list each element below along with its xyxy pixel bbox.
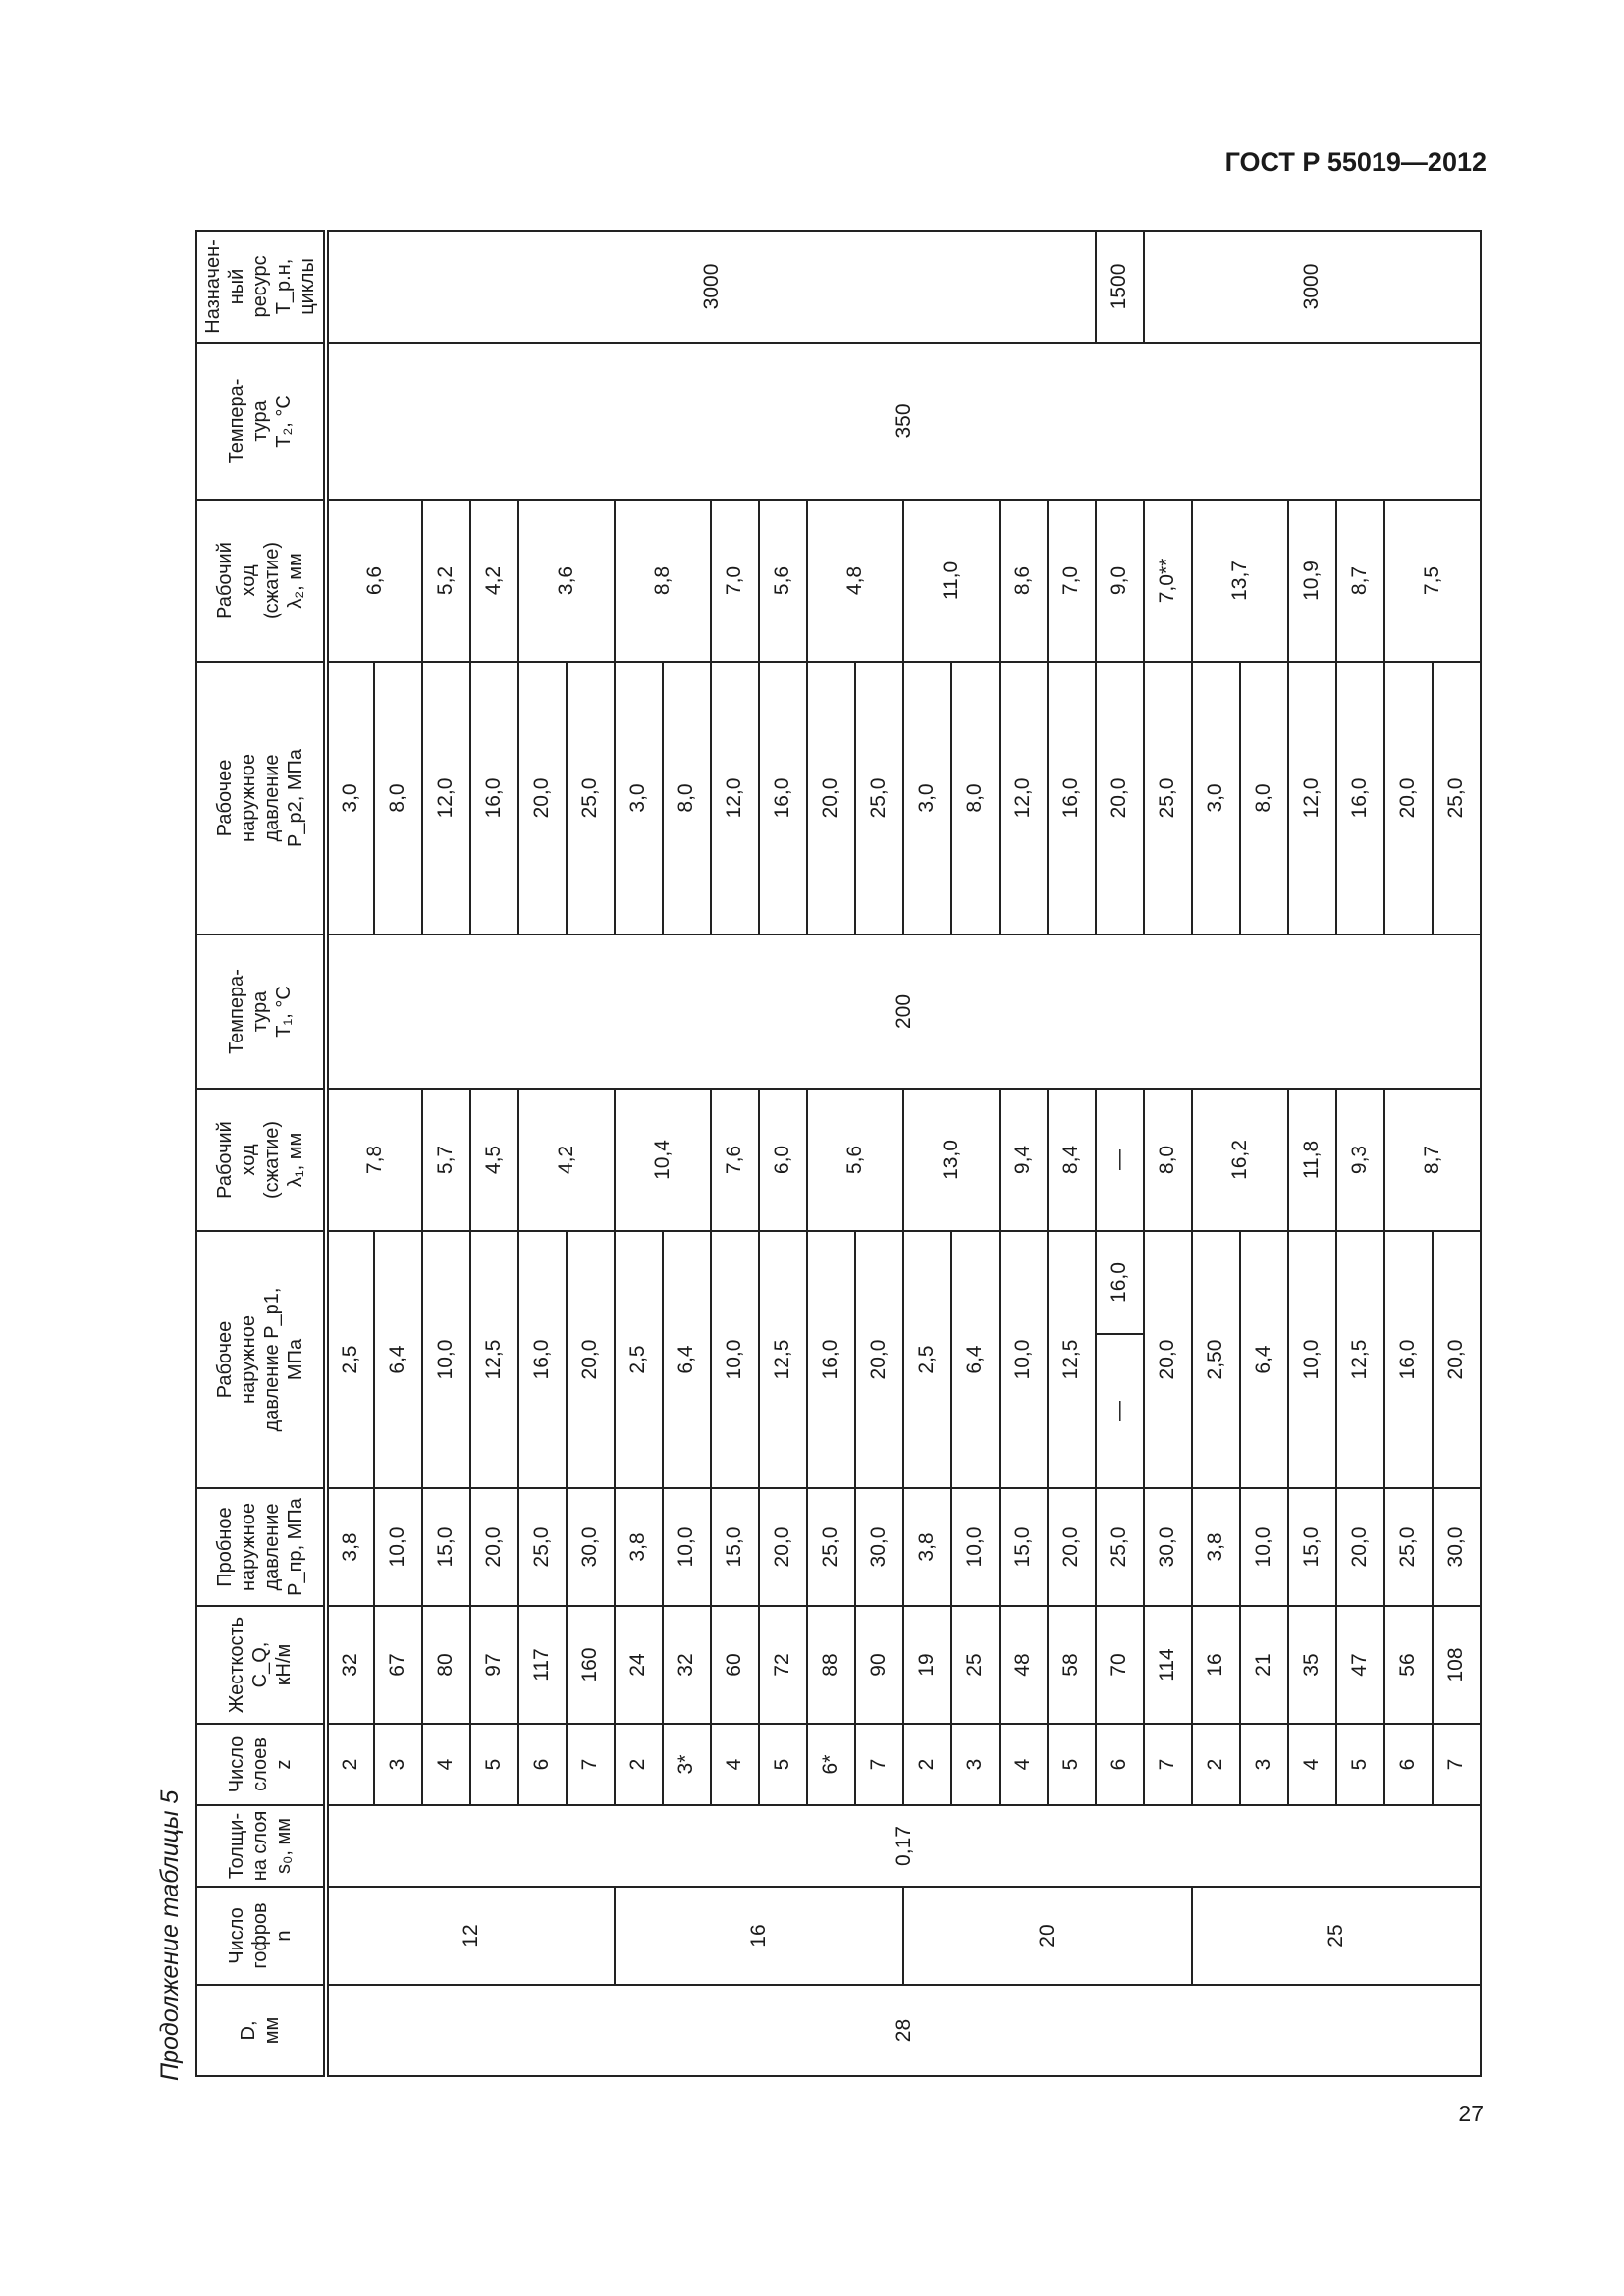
header-stroke-1-line: (сжатие): [261, 1120, 283, 1200]
stroke-1-cell: 4,5: [470, 1089, 518, 1231]
stroke-2-cell: 4,2: [470, 500, 518, 662]
test-pressure-cell: 10,0: [951, 1488, 1000, 1606]
test-pressure-cell: 30,0: [855, 1488, 903, 1606]
stroke-1-cell: 8,4: [1048, 1089, 1096, 1231]
layers-cell: 3: [1240, 1724, 1288, 1805]
table-caption: Продолжение таблицы 5: [156, 1789, 184, 2081]
header-temperature-2: [196, 343, 326, 500]
diameter-cell: 28: [326, 1985, 1481, 2076]
layers-cell: 4: [711, 1724, 759, 1805]
header-working-pressure-1-line: Рабочее: [214, 1320, 236, 1399]
header-stroke-2-line: ход: [238, 564, 259, 597]
stiffness-cell: 88: [807, 1606, 855, 1724]
stroke-2-cell: 7,0: [1048, 500, 1096, 662]
stiffness-cell: 25: [951, 1606, 1000, 1724]
stroke-1-cell: 16,2: [1192, 1089, 1288, 1231]
resource-cell: 3000: [326, 231, 1096, 343]
header-stroke-1-line: Рабочий: [214, 1121, 236, 1199]
stiffness-cell: 80: [422, 1606, 470, 1724]
working-pressure-2-cell: 25,0: [855, 662, 903, 934]
working-pressure-1-cell: 12,5: [470, 1231, 518, 1488]
test-pressure-cell: 20,0: [470, 1488, 518, 1606]
layers-cell: 3: [951, 1724, 1000, 1805]
working-pressure-1-cell: 16,0: [518, 1231, 567, 1488]
stiffness-cell: 19: [903, 1606, 951, 1724]
header-resource: [196, 231, 326, 343]
stroke-1-cell: 5,7: [422, 1089, 470, 1231]
test-pressure-cell: 25,0: [1384, 1488, 1433, 1606]
working-pressure-1-cell: 6,4: [663, 1231, 711, 1488]
layers-cell: 2: [903, 1724, 951, 1805]
layers-cell: 4: [422, 1724, 470, 1805]
header-layers-line: Число: [226, 1735, 247, 1793]
stroke-2-cell: 11,0: [903, 500, 1000, 662]
header-temperature-2-line: T₂, °С: [273, 395, 295, 448]
working-pressure-1-cell: 10,0: [711, 1231, 759, 1488]
header-resource-line: циклы: [297, 258, 318, 315]
working-pressure-1-cell: 16,0: [1384, 1231, 1433, 1488]
working-pressure-1-cell: 10,0: [422, 1231, 470, 1488]
stiffness-cell: 160: [567, 1606, 615, 1724]
header-working-pressure-1-line: наружное: [238, 1315, 259, 1404]
corrugations-cell: 25: [1192, 1887, 1481, 1985]
stroke-2-cell: 8,8: [615, 500, 711, 662]
header-stroke-1-line: ход: [238, 1144, 259, 1176]
stiffness-cell: 90: [855, 1606, 903, 1724]
working-pressure-1-cell: 10,0: [1000, 1231, 1048, 1488]
stiffness-cell: 72: [759, 1606, 807, 1724]
stiffness-cell: 32: [326, 1606, 374, 1724]
header-test-pressure-line: давление: [261, 1503, 283, 1591]
stroke-2-cell: 10,9: [1288, 500, 1336, 662]
layers-cell: 5: [470, 1724, 518, 1805]
stiffness-cell: 56: [1384, 1606, 1433, 1724]
stroke-1-cell: 8,7: [1384, 1089, 1481, 1231]
header-working-pressure-1: [196, 1231, 326, 1488]
working-pressure-1-cell: 12,5: [1048, 1231, 1096, 1488]
working-pressure-1-cell: 2,5: [903, 1231, 951, 1488]
stroke-2-cell: 7,5: [1384, 500, 1481, 662]
layers-cell: 6: [1384, 1724, 1433, 1805]
table-body: [196, 231, 1481, 2076]
table-row: [518, 231, 567, 2076]
header-working-pressure-1-line: давление P_р1,: [261, 1287, 283, 1432]
header-working-pressure-2-line: P_р2, МПа: [285, 748, 306, 847]
temperature-1-cell: 200: [326, 934, 1481, 1089]
stroke-2-cell: 4,8: [807, 500, 903, 662]
page-number: 27: [1458, 2101, 1484, 2126]
header-working-pressure-2: [196, 662, 326, 934]
working-pressure-2-cell: 12,0: [1000, 662, 1048, 934]
working-pressure-1-cell: 2,5: [326, 1231, 374, 1488]
header-corrugations-line: n: [273, 1930, 295, 1942]
working-pressure-2-cell: 12,0: [422, 662, 470, 934]
table-row: [326, 231, 374, 2076]
test-pressure-cell: 3,8: [326, 1488, 374, 1606]
working-pressure-2-cell: 3,0: [326, 662, 374, 934]
working-pressure-2-cell: 8,0: [663, 662, 711, 934]
table-row: [1288, 231, 1336, 2076]
layers-cell: 6: [1096, 1724, 1144, 1805]
working-pressure-1-cell: 6,4: [374, 1231, 422, 1488]
table-row: [422, 231, 470, 2076]
working-pressure-1-cell: 20,0: [1144, 1231, 1192, 1488]
working-pressure-2-cell: 20,0: [1384, 662, 1433, 934]
table-row: [711, 231, 759, 2076]
header-layer-thickness-line: на слоя: [249, 1810, 271, 1882]
header-stroke-1: [196, 1089, 326, 1231]
working-pressure-1-cell: 6,4: [951, 1231, 1000, 1488]
test-pressure-cell: 10,0: [374, 1488, 422, 1606]
stroke-2-cell: 7,0: [711, 500, 759, 662]
table-row: [1384, 231, 1433, 2076]
header-diameter-line: D,: [238, 2020, 259, 2041]
working-pressure-1-cell: 2,5: [615, 1231, 663, 1488]
stroke-1-cell: 8,0: [1144, 1089, 1192, 1231]
stiffness-cell: 21: [1240, 1606, 1288, 1724]
header-diameter-line: мм: [261, 2016, 283, 2045]
header-stiffness: [196, 1606, 326, 1724]
working-pressure-2-cell: 16,0: [470, 662, 518, 934]
header-working-pressure-2-line: Рабочее: [214, 759, 236, 837]
header-corrugations-line: гофров: [249, 1902, 271, 1969]
working-pressure-2-cell: 12,0: [711, 662, 759, 934]
stroke-1-cell: 4,2: [518, 1089, 615, 1231]
stiffness-cell: 114: [1144, 1606, 1192, 1724]
test-pressure-cell: 3,8: [615, 1488, 663, 1606]
stroke-2-cell: 7,0**: [1144, 500, 1192, 662]
test-pressure-cell: 15,0: [711, 1488, 759, 1606]
working-pressure-2-cell: 3,0: [615, 662, 663, 934]
layers-cell: 5: [1336, 1724, 1384, 1805]
header-temperature-1: [196, 934, 326, 1089]
working-pressure-2-cell: 8,0: [951, 662, 1000, 934]
stroke-1-cell: —: [1096, 1089, 1144, 1231]
layers-cell: 7: [567, 1724, 615, 1805]
working-pressure-1-cell: 12,5: [1336, 1231, 1384, 1488]
header-working-pressure-2-line: наружное: [238, 754, 259, 842]
test-pressure-cell: 15,0: [422, 1488, 470, 1606]
stroke-1-cell: 5,6: [807, 1089, 903, 1231]
header-working-pressure-2-line: давление: [261, 754, 283, 842]
header-resource-line: T_р.н,: [273, 258, 295, 315]
working-pressure-2-cell: 8,0: [1240, 662, 1288, 934]
stroke-1-cell: 9,4: [1000, 1089, 1048, 1231]
document-standard-header: ГОСТ Р 55019—2012: [1224, 147, 1487, 177]
working-pressure-2-cell: 12,0: [1288, 662, 1336, 934]
stroke-2-cell: 6,6: [326, 500, 422, 662]
stiffness-cell: 58: [1048, 1606, 1096, 1724]
layers-cell: 2: [326, 1724, 374, 1805]
header-resource-line: ный ресурс: [226, 255, 271, 318]
stroke-1-cell: 11,8: [1288, 1089, 1336, 1231]
header-layers-line: слоев: [249, 1737, 271, 1791]
test-pressure-cell: 30,0: [567, 1488, 615, 1606]
stroke-2-cell: 13,7: [1192, 500, 1288, 662]
test-pressure-cell: 3,8: [903, 1488, 951, 1606]
test-pressure-cell: 25,0: [518, 1488, 567, 1606]
table-area: [195, 232, 1473, 2077]
working-pressure-2-cell: 20,0: [1096, 662, 1144, 934]
stroke-1-cell: 9,3: [1336, 1089, 1384, 1231]
header-test-pressure-line: наружное: [238, 1503, 259, 1591]
header-test-pressure-line: P_пр, МПа: [285, 1498, 306, 1596]
stiffness-cell: 60: [711, 1606, 759, 1724]
table-row: [903, 231, 951, 2076]
header-corrugations-line: Число: [226, 1907, 247, 1964]
working-pressure-2-cell: 20,0: [518, 662, 567, 934]
working-pressure-1-cell: 10,0: [1288, 1231, 1336, 1488]
working-pressure-2-cell: 25,0: [567, 662, 615, 934]
resource-cell: 3000: [1144, 231, 1481, 343]
working-pressure-2-cell: 8,0: [374, 662, 422, 934]
header-resource-line: Назначен-: [202, 240, 224, 334]
layers-cell: 4: [1288, 1724, 1336, 1805]
test-pressure-cell: 20,0: [1048, 1488, 1096, 1606]
layers-cell: 5: [1048, 1724, 1096, 1805]
layers-cell: 3: [374, 1724, 422, 1805]
header-stiffness-line: Жесткость: [226, 1616, 247, 1714]
stroke-1-cell: 6,0: [759, 1089, 807, 1231]
working-pressure-2-cell: 16,0: [1048, 662, 1096, 934]
header-stroke-2-line: Рабочий: [214, 542, 236, 619]
working-pressure-1-cell: 20,0: [855, 1231, 903, 1488]
layers-cell: 7: [1144, 1724, 1192, 1805]
working-pressure-2-cell: 25,0: [1433, 662, 1481, 934]
test-pressure-cell: 30,0: [1433, 1488, 1481, 1606]
specification-table: [195, 230, 1482, 2077]
header-stiffness-line: кН/м: [273, 1643, 295, 1686]
stiffness-cell: 47: [1336, 1606, 1384, 1724]
stiffness-cell: 70: [1096, 1606, 1144, 1724]
stiffness-cell: 117: [518, 1606, 567, 1724]
header-temperature-1-line: тура: [249, 990, 271, 1033]
stiffness-cell: 108: [1433, 1606, 1481, 1724]
stiffness-cell: 97: [470, 1606, 518, 1724]
working-pressure-2-cell: 3,0: [903, 662, 951, 934]
stroke-2-cell: 5,2: [422, 500, 470, 662]
corrugations-cell: 20: [903, 1887, 1192, 1985]
temperature-2-cell: 350: [326, 343, 1481, 500]
table-row: [1336, 231, 1384, 2076]
stroke-2-cell: 5,6: [759, 500, 807, 662]
test-pressure-cell: 15,0: [1288, 1488, 1336, 1606]
layers-cell: 6: [518, 1724, 567, 1805]
stiffness-cell: 35: [1288, 1606, 1336, 1724]
stroke-2-cell: 8,7: [1336, 500, 1384, 662]
stroke-2-cell: 3,6: [518, 500, 615, 662]
working-pressure-2-cell: 25,0: [1144, 662, 1192, 934]
working-pressure-1-cell: 6,4: [1240, 1231, 1288, 1488]
header-stroke-2-line: λ₂, мм: [285, 553, 306, 609]
layers-cell: 5: [759, 1724, 807, 1805]
stiffness-cell: 24: [615, 1606, 663, 1724]
stiffness-cell: 48: [1000, 1606, 1048, 1724]
stroke-1-cell: 13,0: [903, 1089, 1000, 1231]
layers-cell: 6*: [807, 1724, 855, 1805]
corrugations-cell: 16: [615, 1887, 903, 1985]
test-pressure-cell: 30,0: [1144, 1488, 1192, 1606]
working-pressure-1-cell: 16,0: [1096, 1231, 1144, 1334]
header-stiffness-line: C_Q,: [249, 1641, 271, 1688]
header-temperature-1-line: T₁, °С: [273, 986, 295, 1038]
test-pressure-cell: 10,0: [1240, 1488, 1288, 1606]
layers-cell: 2: [615, 1724, 663, 1805]
test-pressure-cell: 3,8: [1192, 1488, 1240, 1606]
header-corrugations: [196, 1887, 326, 1985]
working-pressure-1-cell: 2,50: [1192, 1231, 1240, 1488]
table-row: [1144, 231, 1192, 2076]
layers-cell: 7: [855, 1724, 903, 1805]
working-pressure-1-cell: 12,5: [759, 1231, 807, 1488]
header-temperature-2-line: тура: [249, 400, 271, 442]
stroke-1-cell: 10,4: [615, 1089, 711, 1231]
working-pressure-1-cell: 20,0: [1433, 1231, 1481, 1488]
header-layers-line: z: [273, 1759, 295, 1770]
test-pressure-cell: 25,0: [807, 1488, 855, 1606]
working-pressure-1-cell: 16,0: [807, 1231, 855, 1488]
rotated-table-wrapper: [195, 232, 1473, 2077]
header-test-pressure: [196, 1488, 326, 1606]
table-row: [470, 231, 518, 2076]
header-layers: [196, 1724, 326, 1805]
header-stroke-1-line: λ₁, мм: [285, 1132, 306, 1188]
stroke-1-cell: 7,8: [326, 1089, 422, 1231]
test-pressure-cell: 20,0: [759, 1488, 807, 1606]
test-pressure-cell: 15,0: [1000, 1488, 1048, 1606]
layer-thickness-cell: 0,17: [326, 1805, 1481, 1887]
header-layer-thickness-line: s₀, мм: [273, 1818, 295, 1874]
working-pressure-2-cell: 16,0: [759, 662, 807, 934]
header-test-pressure-line: Пробное: [214, 1507, 236, 1587]
test-pressure-cell: 10,0: [663, 1488, 711, 1606]
layers-cell: 2: [1192, 1724, 1240, 1805]
table-row: [1192, 231, 1240, 2076]
working-pressure-2-cell: 16,0: [1336, 662, 1384, 934]
table-row: [1096, 231, 1144, 2076]
header-temperature-1-line: Темпера-: [226, 969, 247, 1054]
table-row: [615, 231, 663, 2076]
header-diameter: [196, 1985, 326, 2076]
table-row: [1000, 231, 1048, 2076]
table-row: [759, 231, 807, 2076]
working-pressure-1-cell: —: [1096, 1334, 1144, 1488]
test-pressure-cell: 20,0: [1336, 1488, 1384, 1606]
stiffness-cell: 67: [374, 1606, 422, 1724]
layers-cell: 4: [1000, 1724, 1048, 1805]
header-layer-thickness: [196, 1805, 326, 1887]
stroke-2-cell: 8,6: [1000, 500, 1048, 662]
table-row: [1048, 231, 1096, 2076]
stiffness-cell: 16: [1192, 1606, 1240, 1724]
header-stroke-2-line: (сжатие): [261, 541, 283, 619]
header-working-pressure-1-line: МПа: [285, 1338, 306, 1381]
stroke-1-cell: 7,6: [711, 1089, 759, 1231]
header-stroke-2: [196, 500, 326, 662]
resource-cell: 1500: [1096, 231, 1144, 343]
working-pressure-1-cell: 20,0: [567, 1231, 615, 1488]
layers-cell: 3*: [663, 1724, 711, 1805]
working-pressure-2-cell: 20,0: [807, 662, 855, 934]
working-pressure-2-cell: 3,0: [1192, 662, 1240, 934]
header-temperature-2-line: Темпера-: [226, 378, 247, 464]
table-row: [807, 231, 855, 2076]
corrugations-cell: 12: [326, 1887, 615, 1985]
header-layer-thickness-line: Толщи-: [226, 1812, 247, 1880]
test-pressure-cell: 25,0: [1096, 1488, 1144, 1606]
stroke-2-cell: 9,0: [1096, 500, 1144, 662]
layers-cell: 7: [1433, 1724, 1481, 1805]
stiffness-cell: 32: [663, 1606, 711, 1724]
header-row: [196, 231, 326, 2076]
